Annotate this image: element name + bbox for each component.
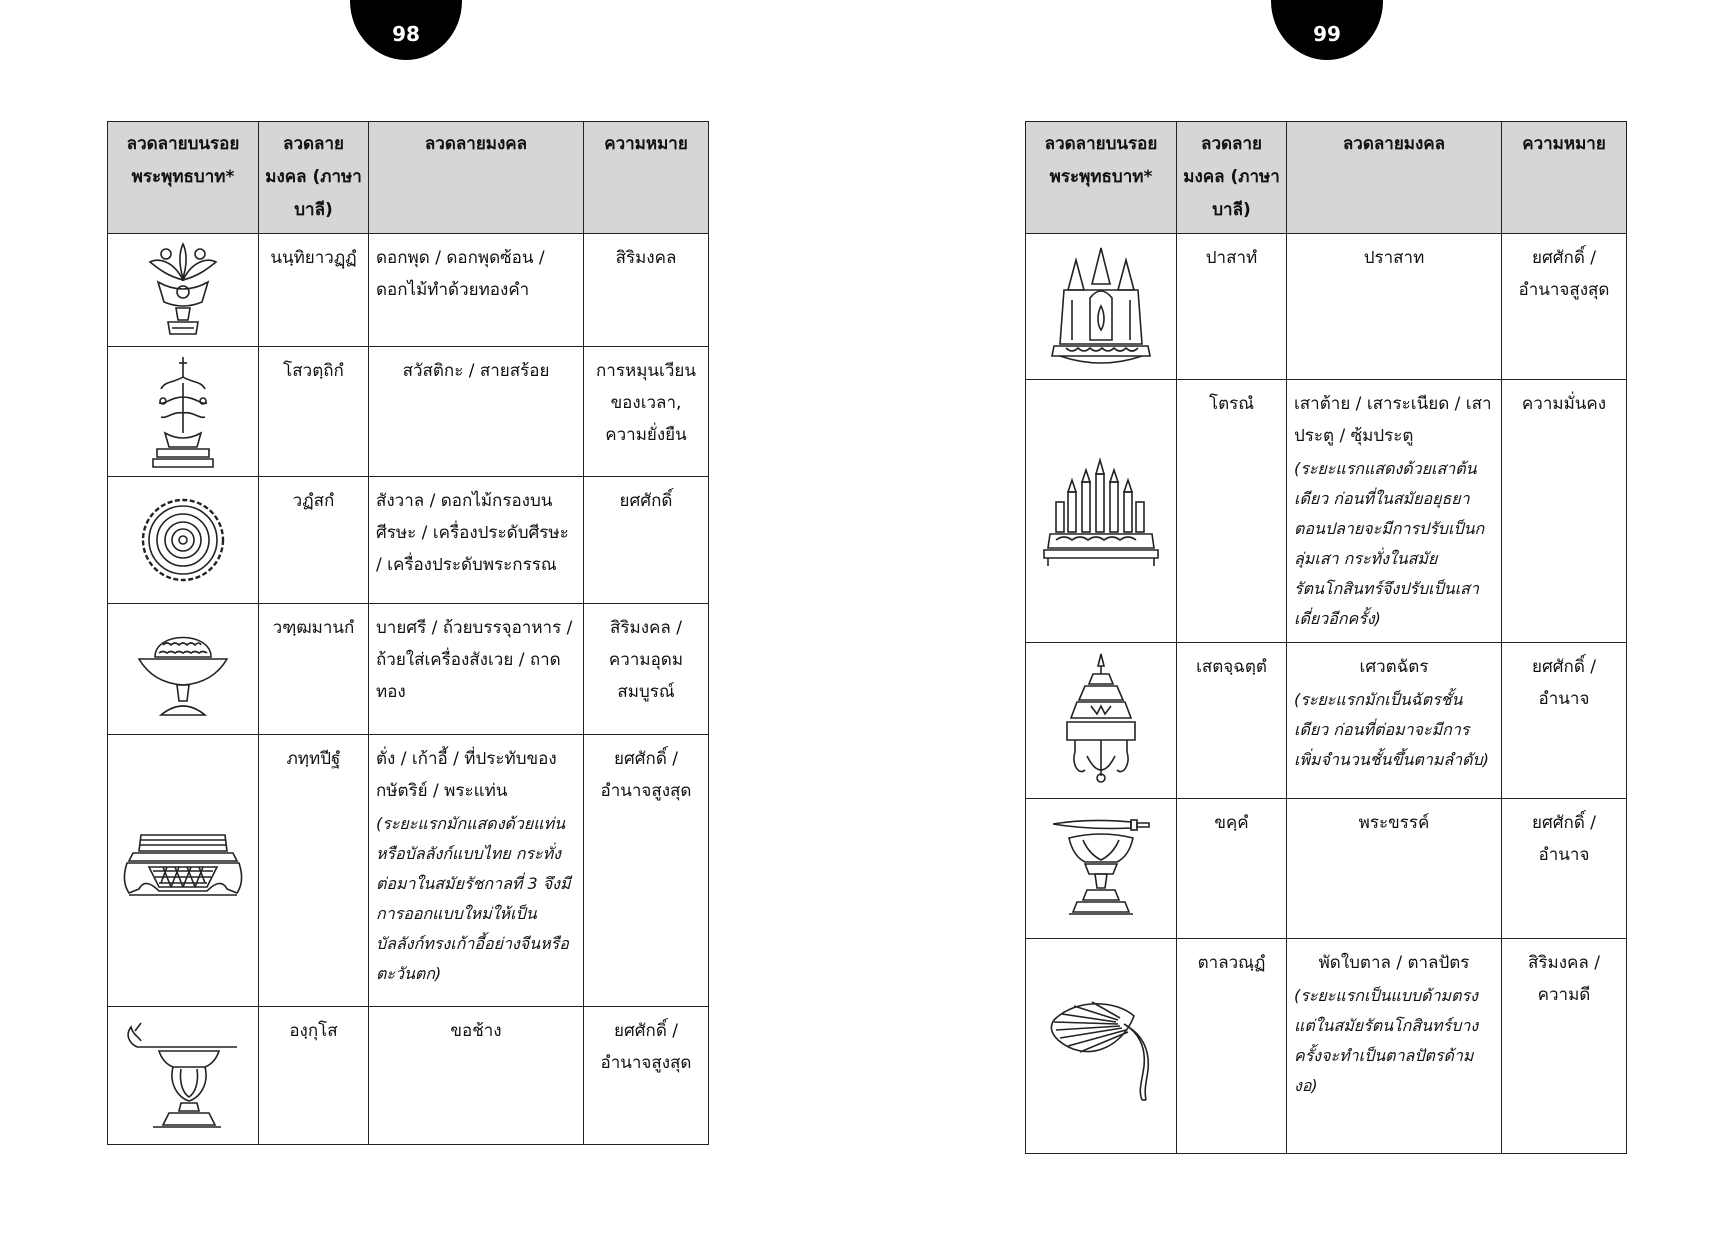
pattern-image-cell bbox=[108, 234, 259, 347]
pattern-text: พัดใบตาล / ตาลปัตร bbox=[1318, 953, 1470, 973]
pattern-image-cell bbox=[108, 735, 259, 1007]
pattern-description bbox=[1287, 939, 1502, 1154]
table-row bbox=[108, 477, 709, 604]
pattern-text: สวัสติกะ / สายสร้อย bbox=[402, 361, 550, 381]
meaning: ยศศักดิ์ / อำนาจ bbox=[1502, 799, 1627, 939]
auspicious-symbols-table bbox=[107, 121, 709, 1145]
page-number-badge bbox=[1271, 0, 1383, 60]
swastika-ornament-icon bbox=[143, 353, 223, 471]
table-header-row bbox=[1026, 122, 1627, 234]
header-pattern: ลวดลายมงคล bbox=[1287, 122, 1502, 234]
pattern-text: ขอช้าง bbox=[450, 1021, 502, 1041]
elephant-hook-icon bbox=[119, 1017, 247, 1135]
pattern-description bbox=[369, 604, 584, 735]
table-row bbox=[1026, 234, 1627, 380]
pattern-description bbox=[369, 234, 584, 347]
pillars-icon bbox=[1042, 452, 1160, 570]
pattern-image-cell bbox=[1026, 380, 1177, 643]
meaning: การหมุนเวียนของเวลา, ความยั่งยืน bbox=[584, 347, 709, 477]
meaning: ยศศักดิ์ bbox=[584, 477, 709, 604]
pattern-image-cell bbox=[108, 477, 259, 604]
meaning: ยศศักดิ์ / อำนาจสูงสุด bbox=[584, 735, 709, 1007]
pattern-text: ปราสาท bbox=[1363, 248, 1425, 268]
header-footprint-pattern: ลวดลายบนรอยพระพุทธบาท* bbox=[1026, 122, 1177, 234]
pattern-description bbox=[1287, 643, 1502, 799]
header-pattern: ลวดลายมงคล bbox=[369, 122, 584, 234]
pali-name: วฑฺฒมานกํ bbox=[259, 604, 369, 735]
pattern-text: ตั่ง / เก้าอี้ / ที่ประทับของกษัตริย์ / พระแท่น bbox=[376, 749, 557, 801]
meaning: สิริมงคล bbox=[584, 234, 709, 347]
header-meaning: ความหมาย bbox=[584, 122, 709, 234]
meaning: สิริมงคล / ความอุดมสมบูรณ์ bbox=[584, 604, 709, 735]
page-number-badge bbox=[350, 0, 462, 60]
pali-name: ตาลวณฺฏํ bbox=[1177, 939, 1287, 1154]
auspicious-symbols-table bbox=[1025, 121, 1627, 1154]
pattern-description bbox=[369, 1007, 584, 1145]
table-row bbox=[108, 735, 709, 1007]
table-row bbox=[108, 234, 709, 347]
pattern-image-cell bbox=[1026, 643, 1177, 799]
table-row bbox=[108, 347, 709, 477]
pattern-image-cell bbox=[1026, 799, 1177, 939]
table-row bbox=[108, 1007, 709, 1145]
pattern-note: (ระยะแรกเป็นแบบด้ามตรง แต่ในสมัยรัตนโกสินทร์บางครั้งจะทำเป็นตาลปัตรด้ามงอ) bbox=[1294, 986, 1479, 1095]
pali-name: ภทฺทปีฐํ bbox=[259, 735, 369, 1007]
table-header-row bbox=[108, 122, 709, 234]
pattern-image-cell bbox=[108, 1007, 259, 1145]
pali-name: โสวตฺถิกํ bbox=[259, 347, 369, 477]
pattern-text: บายศรี / ถ้วยบรรจุอาหาร / ถ้วยใส่เครื่องสังเวย / ถาดทอง bbox=[376, 618, 573, 702]
pattern-description bbox=[1287, 380, 1502, 643]
pattern-text: ดอกพุด / ดอกพุดซ้อน / ดอกไม้ทำด้วยทองคำ bbox=[376, 248, 545, 300]
meaning: สิริมงคล / ความดี bbox=[1502, 939, 1627, 1154]
page-number: 98 bbox=[392, 22, 420, 46]
pattern-text: เศวตฉัตร bbox=[1359, 657, 1429, 677]
meaning: ยศศักดิ์ / อำนาจสูงสุด bbox=[584, 1007, 709, 1145]
pattern-description bbox=[369, 347, 584, 477]
concentric-circle-icon bbox=[138, 495, 228, 585]
page-number: 99 bbox=[1313, 22, 1341, 46]
sword-icon bbox=[1049, 814, 1153, 924]
umbrella-icon bbox=[1061, 652, 1141, 790]
pattern-note: (ระยะแรกมักแสดงด้วยแท่นหรือบัลลังก์แบบไทย กระทั่งต่อมาในสมัยรัชกาลที่ 3 จึงมีการออกแบบใหม่ให้เป็นบัลลังก์ทรงเก้าอี้อย่างจีนหรือตะวันตก) bbox=[376, 814, 571, 983]
meaning: ความมั่นคง bbox=[1502, 380, 1627, 643]
header-pali-name: ลวดลายมงคล (ภาษาบาลี) bbox=[1177, 122, 1287, 234]
pattern-description bbox=[369, 735, 584, 1007]
palace-icon bbox=[1046, 244, 1156, 369]
pattern-note: (ระยะแรกแสดงด้วยเสาต้นเดียว ก่อนที่ในสมัยอยุธยาตอนปลายจะมีการปรับเป็นกลุ่มเสา กระทั่งในสมัยรัตนโกสินทร์จึงปรับเป็นเสาเดี่ยวอีกครั้ง) bbox=[1294, 459, 1485, 628]
header-meaning: ความหมาย bbox=[1502, 122, 1627, 234]
pattern-description bbox=[1287, 799, 1502, 939]
flower-vase-icon bbox=[138, 240, 228, 340]
pali-name: วฏํสกํ bbox=[259, 477, 369, 604]
pattern-note: (ระยะแรกมักเป็นฉัตรชั้นเดียว ก่อนที่ต่อมาจะมีการเพิ่มจำนวนชั้นขึ้นตามลำดับ) bbox=[1294, 690, 1489, 769]
pattern-description bbox=[369, 477, 584, 604]
pali-name: เสตจฺฉตฺตํ bbox=[1177, 643, 1287, 799]
header-pali-name: ลวดลายมงคล (ภาษาบาลี) bbox=[259, 122, 369, 234]
pali-name: ขคฺคํ bbox=[1177, 799, 1287, 939]
pali-name: ปาสาทํ bbox=[1177, 234, 1287, 380]
pali-name: องฺกุโส bbox=[259, 1007, 369, 1145]
table-row bbox=[1026, 643, 1627, 799]
throne-icon bbox=[119, 831, 247, 911]
pattern-description bbox=[1287, 234, 1502, 380]
offering-bowl-icon bbox=[133, 617, 233, 722]
table-row bbox=[1026, 799, 1627, 939]
header-footprint-pattern: ลวดลายบนรอยพระพุทธบาท* bbox=[108, 122, 259, 234]
pattern-text: พระขรรค์ bbox=[1358, 813, 1430, 833]
palm-fan-icon bbox=[1046, 986, 1156, 1106]
pattern-image-cell bbox=[108, 347, 259, 477]
pali-name: โตรณํ bbox=[1177, 380, 1287, 643]
pali-name: นนฺทิยาวฏฺฏํ bbox=[259, 234, 369, 347]
pattern-image-cell bbox=[1026, 234, 1177, 380]
table-row bbox=[1026, 380, 1627, 643]
table-row bbox=[1026, 939, 1627, 1154]
pattern-text: สังวาล / ดอกไม้กรองบนศีรษะ / เครื่องประดับศีรษะ / เครื่องประดับพระกรรณ bbox=[376, 491, 569, 575]
pattern-image-cell bbox=[108, 604, 259, 735]
pattern-text: เสาต้าย / เสาระเนียด / เสาประตู / ซุ้มประตู bbox=[1294, 394, 1492, 446]
meaning: ยศศักดิ์ / อำนาจสูงสุด bbox=[1502, 234, 1627, 380]
meaning: ยศศักดิ์ / อำนาจ bbox=[1502, 643, 1627, 799]
table-row bbox=[108, 604, 709, 735]
pattern-image-cell bbox=[1026, 939, 1177, 1154]
